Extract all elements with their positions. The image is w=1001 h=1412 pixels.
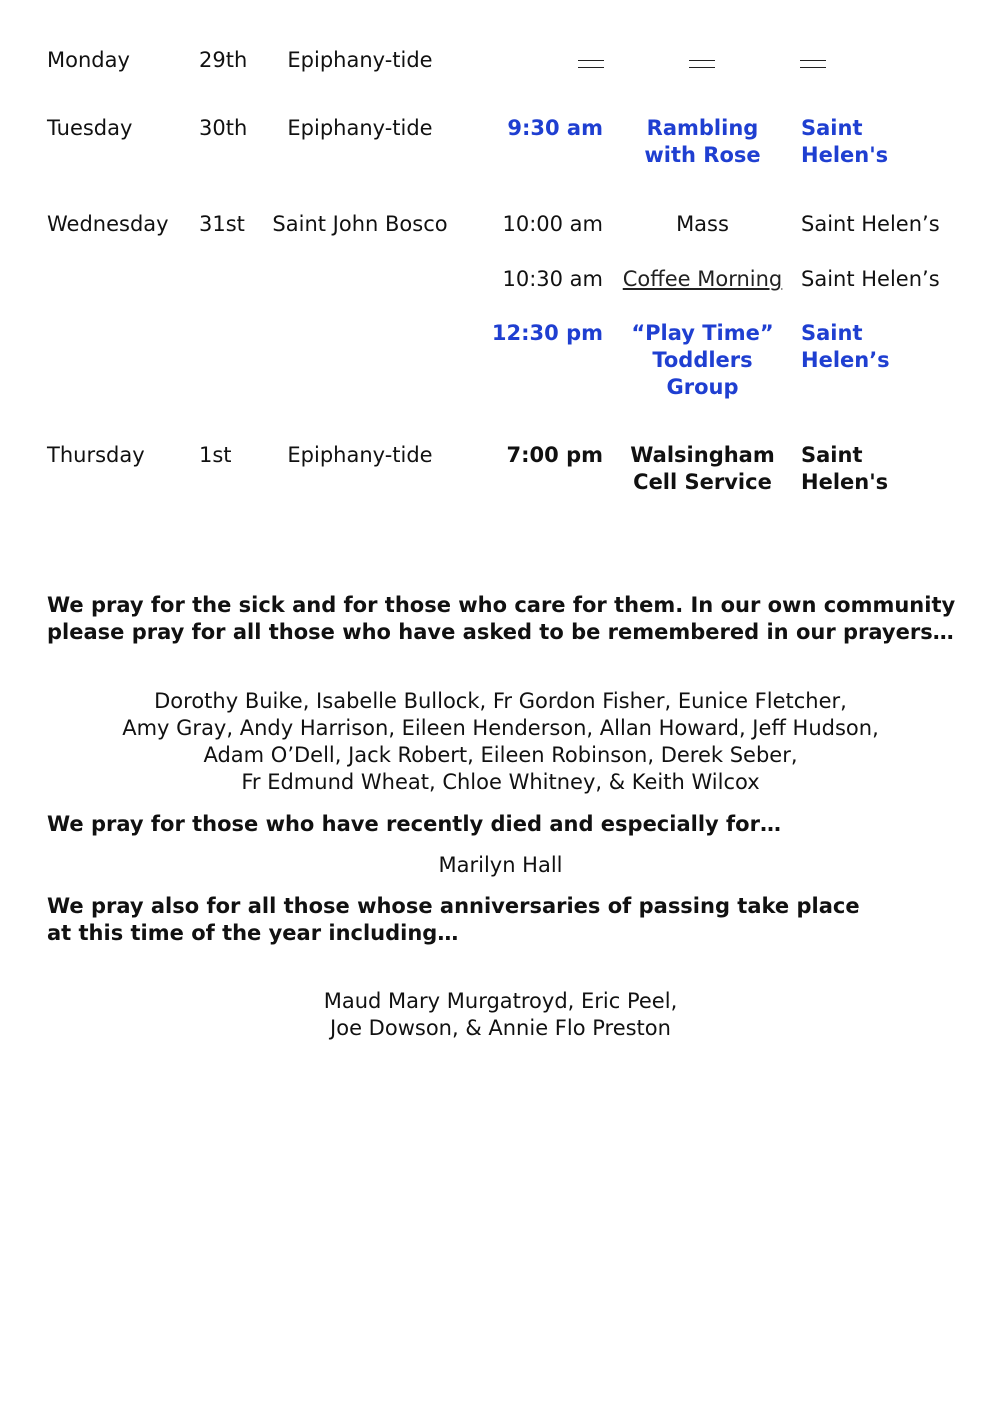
day-label: Thursday xyxy=(47,443,145,467)
coffee-morning-link[interactable]: Coffee Morning xyxy=(622,267,783,291)
anniversary-prayer-heading xyxy=(47,893,967,947)
heading-line: at this time of the year including… xyxy=(47,921,459,945)
anniversary-names-list xyxy=(0,988,1001,1042)
event-time: 10:30 am xyxy=(502,267,603,291)
event-time: 7:00 pm xyxy=(506,443,603,467)
event-title: “Play Time” Toddlers Group xyxy=(631,321,774,399)
names-line: Dorothy Buike, Isabelle Bullock, Fr Gordon Fisher, Eunice Fletcher, xyxy=(154,689,847,713)
departed-names-list xyxy=(0,852,1001,879)
no-event-dash-time xyxy=(578,60,604,68)
event-time: 10:00 am xyxy=(502,212,603,236)
event-title: Mass xyxy=(676,212,729,236)
event-time: 9:30 am xyxy=(507,116,603,140)
event-place: Saint Helen’s xyxy=(801,267,940,291)
names-line: Amy Gray, Andy Harrison, Eileen Henderson, Allan Howard, Jeff Hudson, xyxy=(122,716,879,740)
feast-label: Saint John Bosco xyxy=(272,212,448,236)
date-label: 31st xyxy=(199,212,245,236)
names-line: Maud Mary Murgatroyd, Eric Peel, xyxy=(323,989,678,1013)
heading-line: We pray also for all those whose anniversaries of passing take place xyxy=(47,894,860,918)
event-place: Saint Helen's xyxy=(801,116,889,167)
names-line: Marilyn Hall xyxy=(438,853,563,877)
feast-label: Epiphany-tide xyxy=(287,48,433,72)
sick-prayer-heading: We pray for the sick and for those who care for them. In our own community please pray for all those who have asked to be remembered in our prayers… xyxy=(47,593,956,644)
event-place: Saint Helen’s xyxy=(801,321,890,372)
event-title: Walsingham Cell Service xyxy=(630,443,775,494)
departed-prayer-heading: We pray for those who have recently died and especially for… xyxy=(47,812,781,836)
no-event-dash-place xyxy=(800,60,826,68)
day-label: Tuesday xyxy=(47,116,133,140)
day-label: Monday xyxy=(47,48,130,72)
event-place: Saint Helen’s xyxy=(801,212,940,236)
names-line: Joe Dowson, & Annie Flo Preston xyxy=(330,1016,671,1040)
event-time: 12:30 pm xyxy=(491,321,603,345)
sick-names-list xyxy=(0,688,1001,796)
names-line: Fr Edmund Wheat, Chloe Whitney, & Keith Wilcox xyxy=(241,770,760,794)
date-label: 29th xyxy=(199,48,248,72)
event-title: Rambling with Rose xyxy=(644,116,761,167)
day-label: Wednesday xyxy=(47,212,169,236)
feast-label: Epiphany-tide xyxy=(287,443,433,467)
feast-label: Epiphany-tide xyxy=(287,116,433,140)
event-place: Saint Helen's xyxy=(801,443,889,494)
date-label: 30th xyxy=(199,116,248,140)
no-event-dash-event xyxy=(689,60,715,68)
date-label: 1st xyxy=(199,443,232,467)
names-line: Adam O’Dell, Jack Robert, Eileen Robinson, Derek Seber, xyxy=(203,743,798,767)
